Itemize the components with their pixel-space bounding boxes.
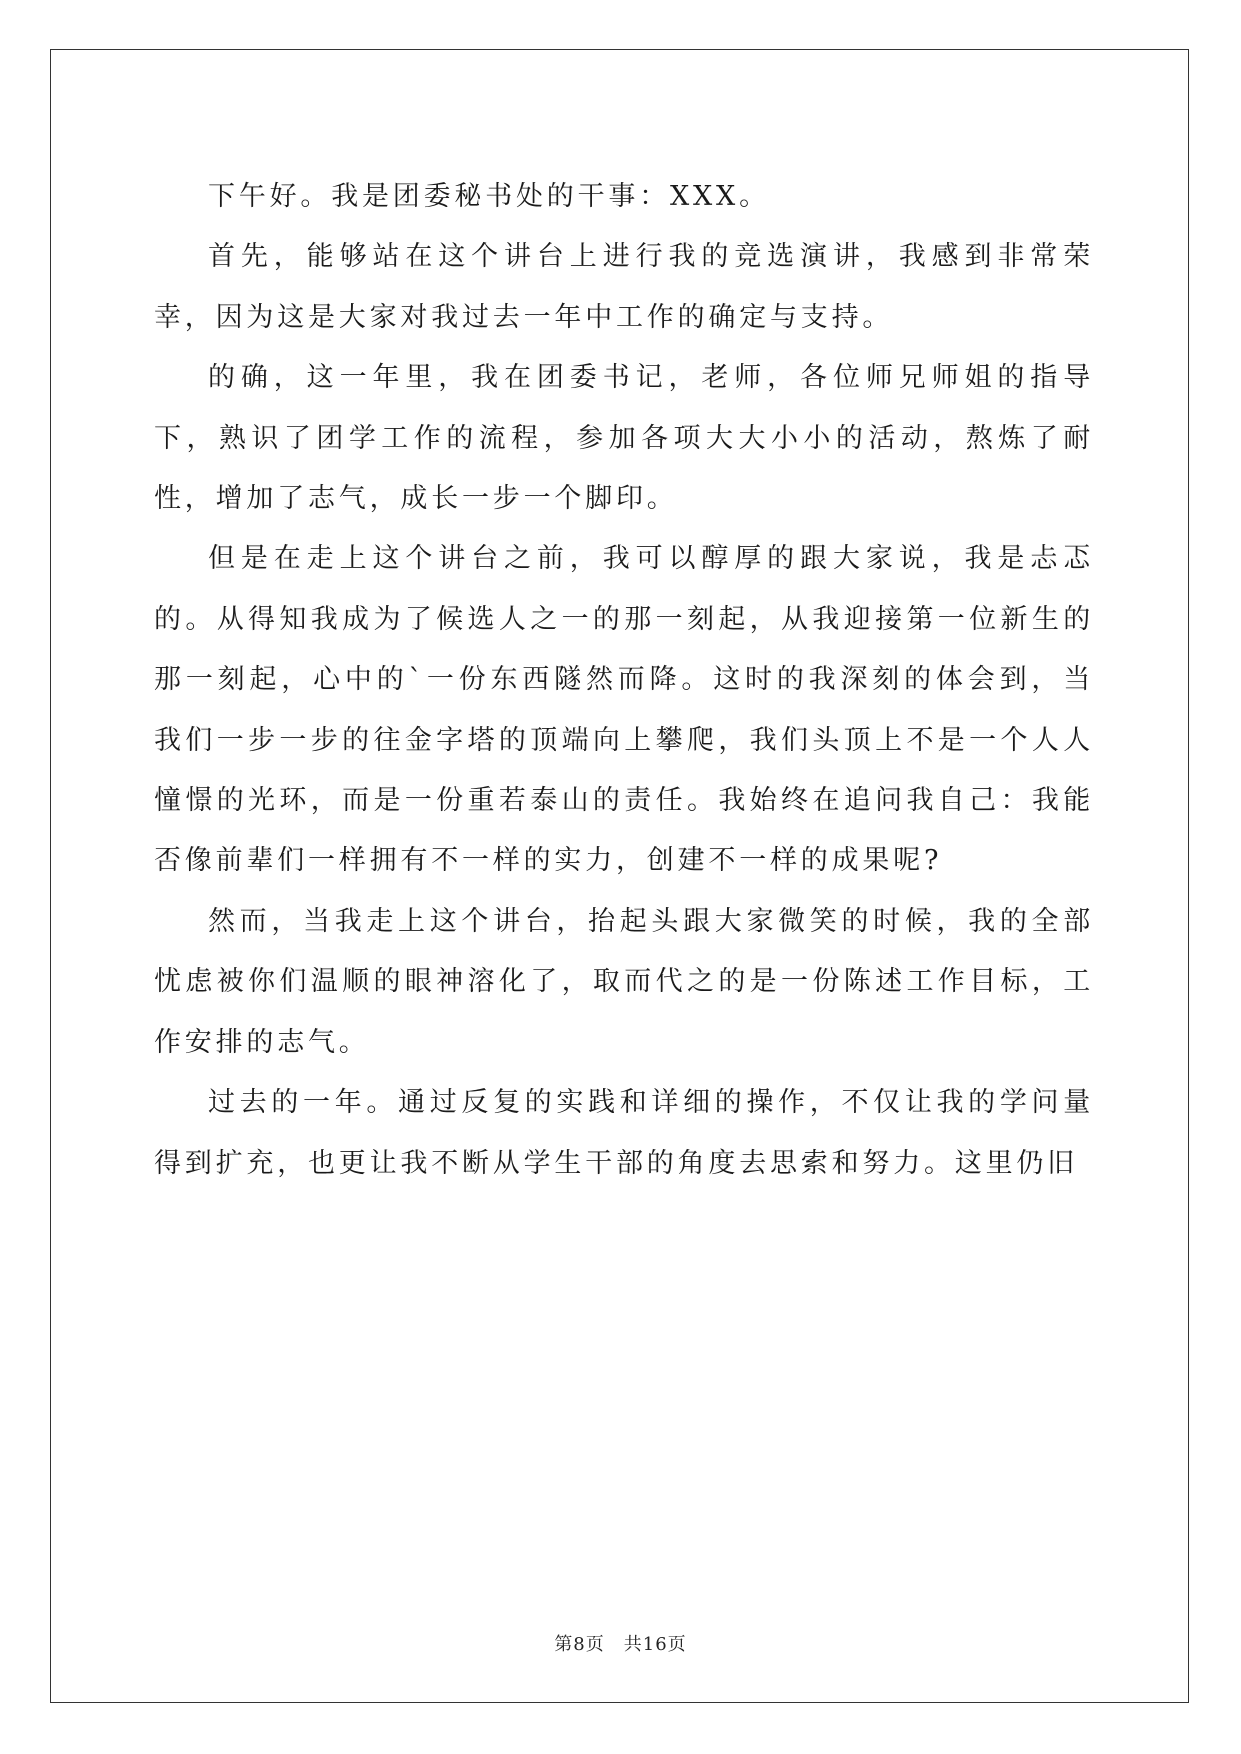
page-number: 第8页 共16页	[554, 1634, 687, 1655]
paragraph: 然而，当我走上这个讲台，抬起头跟大家微笑的时候，我的全部忧虑被你们温顺的眼神溶化了，取而代之的是一份陈述工作目标，工作安排的志气。	[154, 905, 1094, 1058]
paragraph: 但是在走上这个讲台之前，我可以醇厚的跟大家说，我是忐忑的。从得知我成为了候选人之一的那一刻起，从我迎接第一位新生的那一刻起，心中的`一份东西隧然而降。这时的我深刻的体会到，当我们一步一步的往金字塔的顶端向上攀爬，我们头顶上不是一个人人憧憬的光环，而是一份重若泰山的责任。我始终在追问我自己：我能否像前辈们一样拥有不一样的实力，创建不一样的成果呢?	[154, 543, 1094, 877]
paragraph: 的确，这一年里，我在团委书记，老师，各位师兄师姐的指导下，熟识了团学工作的流程，参加各项大大小小的活动，熬炼了耐性，增加了志气，成长一步一个脚印。	[154, 362, 1094, 515]
paragraph: 下午好。我是团委秘书处的干事：XXX。	[208, 181, 770, 212]
paragraph: 首先，能够站在这个讲台上进行我的竞选演讲，我感到非常荣幸，因为这是大家对我过去一年中工作的确定与支持。	[154, 241, 1094, 333]
document-body	[154, 167, 1094, 1194]
paragraph: 过去的一年。通过反复的实践和详细的操作，不仅让我的学问量得到扩充，也更让我不断从学生干部的角度去思索和努力。这里仍旧	[154, 1087, 1094, 1179]
